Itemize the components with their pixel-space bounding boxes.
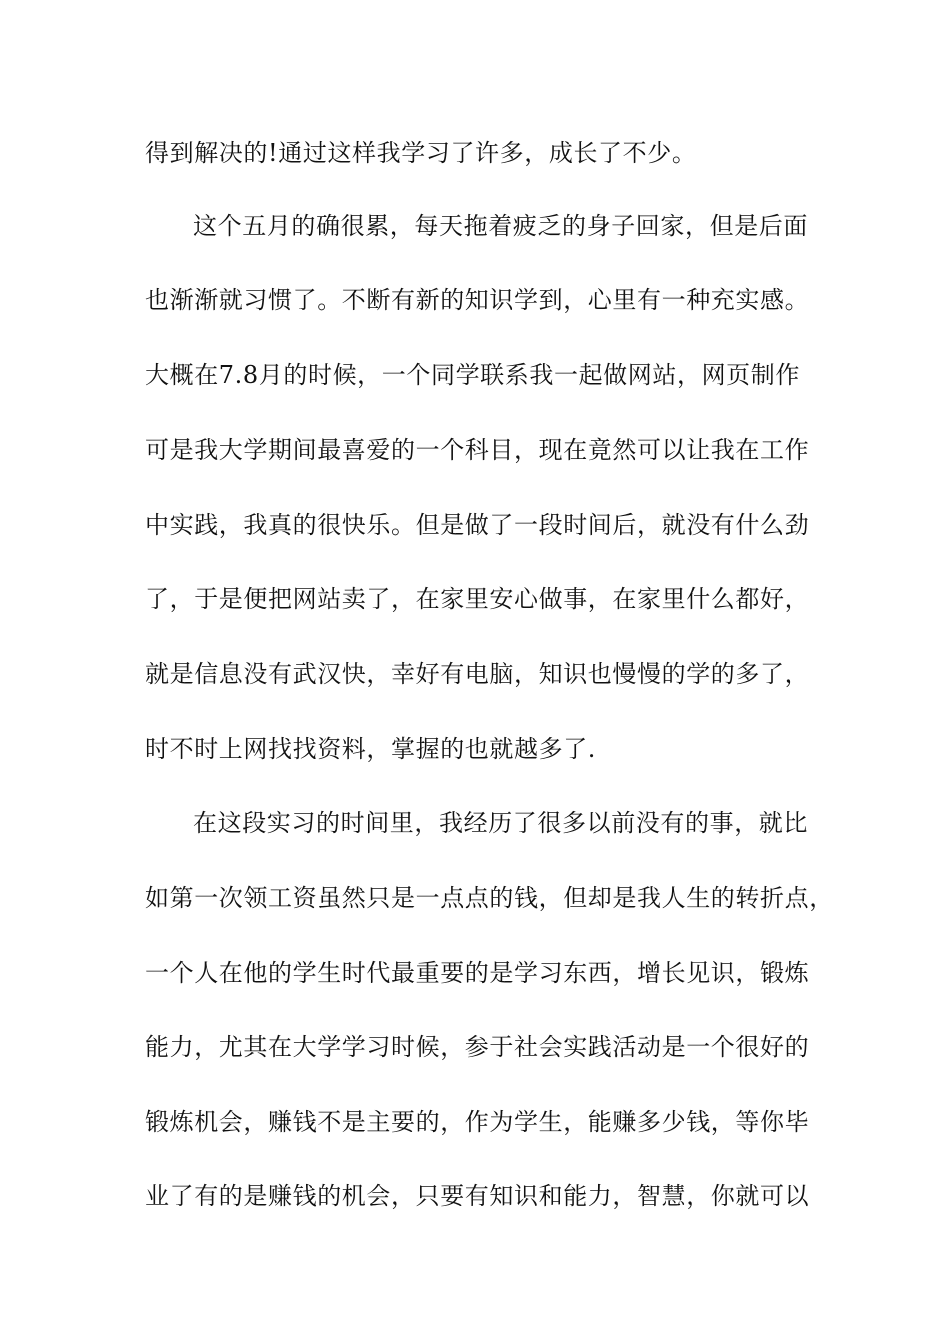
text-line-1: 得到解决的!通过这样我学习了许多，成长了不少。 <box>145 139 697 167</box>
paragraph-start-line-2: 这个五月的确很累，每天拖着疲乏的身子回家，但是后面 <box>193 212 808 240</box>
text-line-7: 了，于是便把网站卖了，在家里安心做事，在家里什么都好， <box>145 585 810 613</box>
text-line-5: 可是我大学期间最喜爱的一个科目，现在竟然可以让我在工作 <box>145 436 810 464</box>
text-line-13: 能力，尤其在大学学习时候，参于社会实践活动是一个很好的 <box>145 1033 810 1061</box>
text-line-6: 中实践，我真的很快乐。但是做了一段时间后，就没有什么劲 <box>145 511 810 539</box>
text-line-15: 业了有的是赚钱的机会，只要有知识和能力，智慧，你就可以 <box>145 1182 810 1210</box>
text-line-3: 也渐渐就习惯了。不断有新的知识学到，心里有一种充实感。 <box>145 286 810 314</box>
text-line-4: 大概在7.8月的时候，一个同学联系我一起做网站，网页制作 <box>145 361 800 389</box>
paragraph-start-line-10: 在这段实习的时间里，我经历了很多以前没有的事，就比 <box>193 809 808 837</box>
text-line-8: 就是信息没有武汉快，幸好有电脑，知识也慢慢的学的多了， <box>145 660 810 688</box>
text-line-12: 一个人在他的学生时代最重要的是学习东西，增长见识，锻炼 <box>145 959 810 987</box>
text-line-9: 时不时上网找找资料，掌握的也就越多了. <box>145 735 597 763</box>
text-line-11: 如第一次领工资虽然只是一点点的钱，但却是我人生的转折点， <box>145 884 834 912</box>
text-line-14: 锻炼机会，赚钱不是主要的，作为学生，能赚多少钱，等你毕 <box>145 1108 810 1136</box>
